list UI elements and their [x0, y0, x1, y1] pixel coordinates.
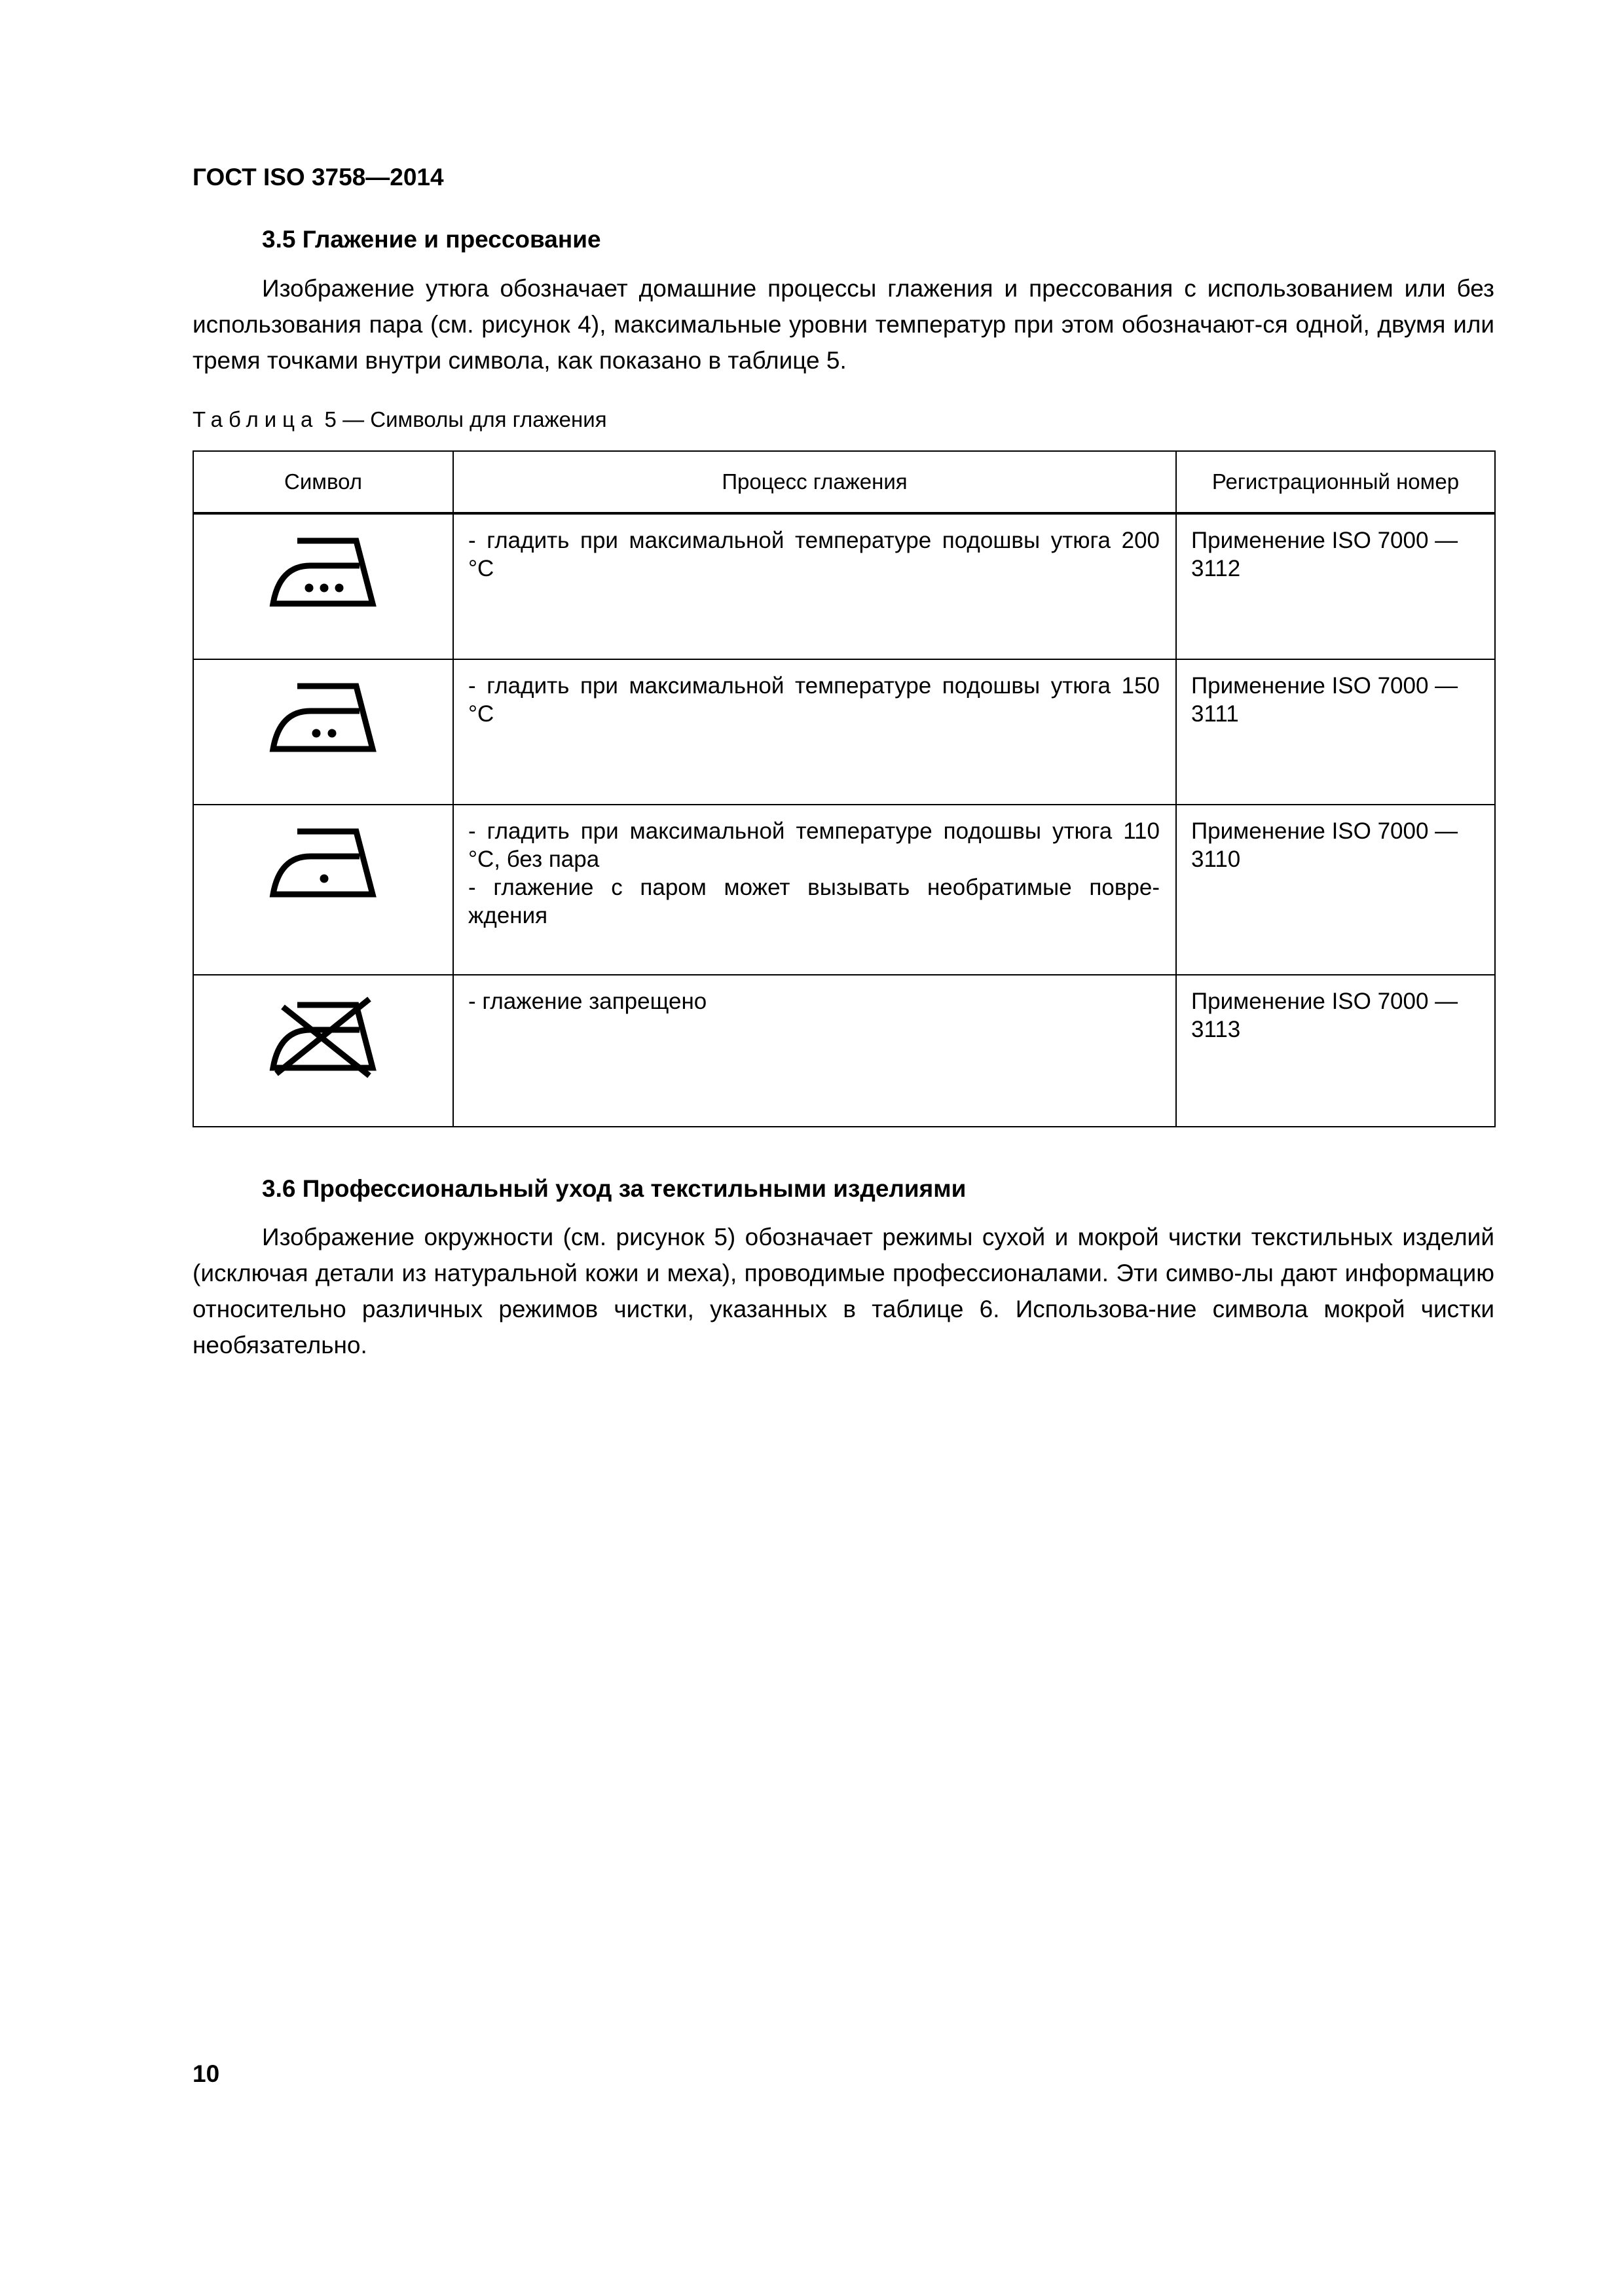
- reg-number-cell: Применение ISO 7000 — 3113: [1176, 975, 1495, 1127]
- reg-number-cell: Применение ISO 7000 — 3112: [1176, 513, 1495, 659]
- process-line: - гладить при максимальной температуре подошвы утюга 150 °С: [468, 673, 1160, 727]
- table-row: [193, 975, 1495, 1127]
- header-process: Процесс глажения: [453, 451, 1176, 513]
- table-caption-prefix: Таблица: [193, 407, 319, 431]
- reg-number-cell: Применение ISO 7000 — 3110: [1176, 805, 1495, 975]
- process-cell: [453, 513, 1176, 659]
- table-row: [193, 513, 1495, 659]
- iron-two-dots-icon: [268, 678, 379, 757]
- reg-number-cell: Применение ISO 7000 — 3111: [1176, 659, 1495, 805]
- process-cell: [453, 975, 1176, 1127]
- section-text-3-6: Изображение окружности (см. рисунок 5) обозначает режимы сухой и мокрой чистки текстильных изделий (исключая детали из натуральной кожи и меха), проводимые профессионалами. Эти симво-лы дают информацию относительно различных режимов чистки, указанных в таблице 6. Использова-ние символа мокрой чистки необязательно.: [193, 1224, 1494, 1358]
- section-title-3-5: 3.5 Глажение и прессование: [262, 226, 601, 253]
- table-row: [193, 805, 1495, 975]
- process-line: - гладить при максимальной температуре подошвы утюга 200 °С: [468, 528, 1160, 581]
- header-reg-number: Регистрационный номер: [1176, 451, 1495, 513]
- section-title-3-6: 3.6 Профессиональный уход за текстильными изделиями: [262, 1175, 967, 1202]
- symbol-cell: [193, 659, 453, 805]
- symbol-cell: [193, 805, 453, 975]
- process-cell: [453, 805, 1176, 975]
- document-code: ГОСТ ISO 3758—2014: [193, 164, 444, 191]
- process-cell: [453, 659, 1176, 805]
- symbol-cell: [193, 975, 453, 1127]
- process-line: - глажение запрещено: [468, 989, 707, 1014]
- iron-crossed-icon: [265, 994, 382, 1079]
- table-caption-title: 5 — Символы для глажения: [318, 407, 607, 431]
- iron-three-dots-icon: [268, 533, 379, 611]
- table-header-row: [193, 451, 1495, 513]
- section-text-3-5: Изображение утюга обозначает домашние процессы глажения и прессования с использованием или без использования пара (см. рисунок 4), максимальные уровни температур при этом обозначают-ся одной, двумя или тремя точками внутри символа, как показано в таблице 5.: [193, 275, 1494, 374]
- process-line: - гладить при максимальной температуре подошвы утюга 110 °С, без пара: [468, 818, 1160, 872]
- table-caption: [193, 407, 607, 432]
- symbol-cell: [193, 513, 453, 659]
- header-symbol: Символ: [193, 451, 453, 513]
- iron-one-dot-icon: [268, 824, 379, 902]
- ironing-symbols-table: [193, 450, 1496, 1127]
- page-number: 10: [193, 2060, 220, 2087]
- table-row: [193, 659, 1495, 805]
- process-line: - глажение с паром может вызывать необратимые повре-ждения: [468, 875, 1160, 928]
